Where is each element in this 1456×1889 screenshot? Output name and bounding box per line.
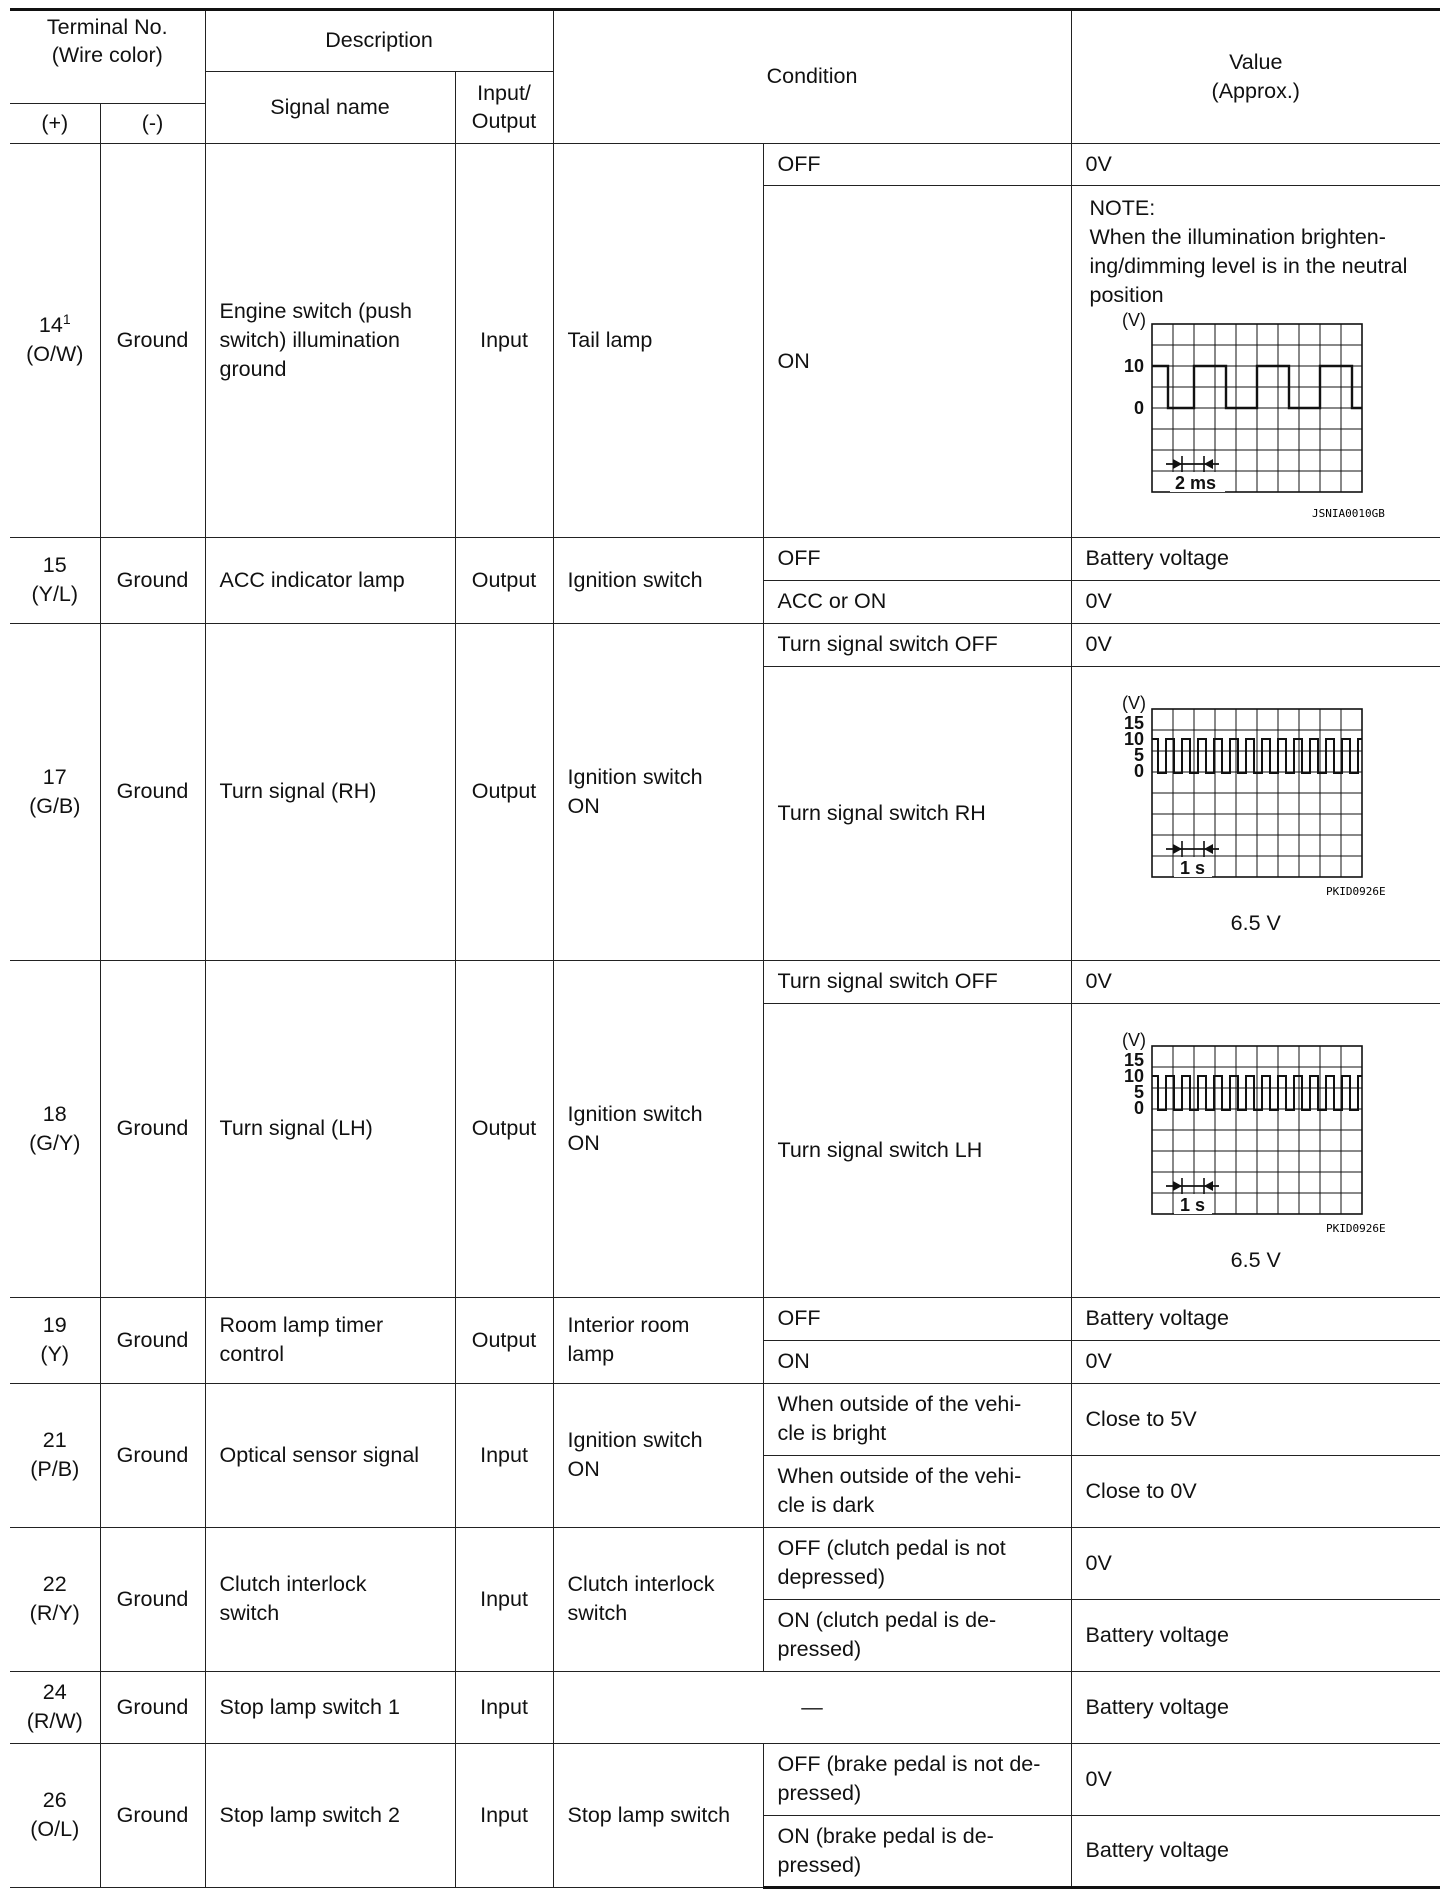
header-io-2: Output xyxy=(471,109,537,133)
terminal-26 xyxy=(10,1743,100,1887)
state: OFF xyxy=(763,143,1071,185)
terminal-14 xyxy=(10,143,100,537)
condition-line: Ignition switch xyxy=(567,764,703,789)
condition: Tail lamp xyxy=(553,143,763,537)
header-terminal-no: Terminal No. xyxy=(46,15,168,39)
y-tick-label: 10 xyxy=(1123,356,1144,376)
terminal-number: 19 xyxy=(42,1313,67,1337)
signal-name: Turn signal (RH) xyxy=(205,623,455,960)
state: ON xyxy=(763,185,1071,537)
io-type: Input xyxy=(455,1743,553,1887)
time-scale-label: 2 ms xyxy=(1174,473,1216,493)
condition xyxy=(553,1527,763,1671)
figure-code: PKID0926E xyxy=(1325,884,1386,898)
state xyxy=(763,1743,1071,1815)
figure-code: PKID0926E xyxy=(1325,1221,1386,1235)
state-line: ON (brake pedal is de- xyxy=(777,1823,994,1848)
minus-terminal: Ground xyxy=(100,537,205,623)
value: 0V xyxy=(1071,1340,1440,1383)
header-plus: (+) xyxy=(10,103,100,143)
terminal-spec-table xyxy=(10,8,1440,1889)
wire-color: (O/W) xyxy=(26,342,84,366)
note-line: ing/dimming level is in the neutral xyxy=(1089,254,1408,278)
waveform-figure xyxy=(1086,1026,1426,1236)
signal-name xyxy=(205,1527,455,1671)
condition xyxy=(553,623,763,960)
state-line: When outside of the vehi- xyxy=(777,1464,1022,1488)
terminal-number: 18 xyxy=(42,1101,67,1126)
state-line: When outside of the vehi- xyxy=(777,1392,1022,1416)
condition-line: switch xyxy=(567,1601,628,1625)
header-signal-name: Signal name xyxy=(205,71,455,143)
note-line: position xyxy=(1089,283,1164,307)
minus-terminal: Ground xyxy=(100,1671,205,1743)
minus-terminal: Ground xyxy=(100,1743,205,1887)
wire-color: (Y) xyxy=(40,1342,70,1366)
value: Battery voltage xyxy=(1071,1671,1440,1743)
state xyxy=(763,1383,1071,1455)
value-note xyxy=(1086,194,1427,310)
condition xyxy=(553,1297,763,1383)
value: Close to 5V xyxy=(1071,1383,1440,1455)
terminal-21 xyxy=(10,1383,100,1527)
state-line: OFF (clutch pedal is not xyxy=(777,1536,1006,1560)
value-waveform-cell xyxy=(1071,185,1440,537)
signal-name: Stop lamp switch 1 xyxy=(205,1671,455,1743)
state: Turn signal switch OFF xyxy=(763,960,1071,1003)
value: 0V xyxy=(1071,623,1440,666)
minus-terminal: Ground xyxy=(100,623,205,960)
note-line: When the illumination brighten- xyxy=(1089,225,1386,249)
value: 0V xyxy=(1071,1743,1440,1815)
y-tick-label: 10 xyxy=(1123,728,1144,749)
condition: Ignition switch xyxy=(553,537,763,623)
terminal-number: 14 xyxy=(38,313,63,337)
value: 6.5 V xyxy=(1230,1247,1281,1272)
state-line: OFF (brake pedal is not de- xyxy=(777,1752,1041,1776)
io-type: Input xyxy=(455,1527,553,1671)
wire-color: (R/W) xyxy=(26,1709,83,1733)
signal-name xyxy=(205,143,455,537)
y-tick-label: 15 xyxy=(1123,1049,1144,1070)
y-tick-label: 15 xyxy=(1123,712,1144,733)
state: Turn signal switch OFF xyxy=(763,623,1071,666)
condition: — xyxy=(553,1671,1071,1743)
io-type: Output xyxy=(455,537,553,623)
signal-line: switch) illumination xyxy=(219,327,400,352)
state: ACC or ON xyxy=(763,580,1071,623)
terminal-19 xyxy=(10,1297,100,1383)
signal-name: Optical sensor signal xyxy=(205,1383,455,1527)
note-line: NOTE: xyxy=(1089,196,1156,220)
y-tick-label: 10 xyxy=(1123,1065,1144,1086)
header-description: Description xyxy=(205,10,553,72)
signal-line: Engine switch (push xyxy=(219,298,412,323)
condition-line: ON xyxy=(567,1130,600,1155)
waveform-unit-label: (V) xyxy=(1121,310,1146,330)
condition-line: Ignition switch xyxy=(567,1428,703,1452)
state: OFF xyxy=(763,537,1071,580)
condition-line: ON xyxy=(567,1457,600,1481)
io-type: Output xyxy=(455,623,553,960)
state-line: pressed) xyxy=(777,1781,862,1805)
minus-terminal: Ground xyxy=(100,1383,205,1527)
state xyxy=(763,1527,1071,1599)
terminal-18 xyxy=(10,960,100,1297)
waveform-grid xyxy=(1152,709,1362,877)
time-scale-label: 1 s xyxy=(1179,857,1205,878)
y-tick-label: 5 xyxy=(1133,1081,1144,1102)
value: Battery voltage xyxy=(1071,1599,1440,1671)
minus-terminal: Ground xyxy=(100,1297,205,1383)
header-terminal xyxy=(10,10,205,72)
minus-terminal: Ground xyxy=(100,1527,205,1671)
terminal-number: 21 xyxy=(42,1428,67,1452)
wire-color: (O/L) xyxy=(30,1817,80,1841)
terminal-number: 24 xyxy=(42,1680,67,1704)
io-type: Input xyxy=(455,143,553,537)
wire-color: (G/Y) xyxy=(29,1130,81,1155)
state-line: pressed) xyxy=(777,1637,862,1661)
value: Battery voltage xyxy=(1071,1297,1440,1340)
signal-line: ground xyxy=(219,356,287,381)
state-line: cle is dark xyxy=(777,1493,875,1517)
condition xyxy=(553,1383,763,1527)
io-type: Output xyxy=(455,1297,553,1383)
state: Turn signal switch RH xyxy=(763,666,1071,960)
header-io-1: Input/ xyxy=(477,81,531,105)
state: Turn signal switch LH xyxy=(763,1003,1071,1297)
value: 6.5 V xyxy=(1230,910,1281,935)
minus-terminal: Ground xyxy=(100,143,205,537)
state-line: depressed) xyxy=(777,1565,886,1589)
terminal-number: 22 xyxy=(42,1572,67,1596)
header-spacer xyxy=(10,71,205,103)
header-io xyxy=(455,71,553,143)
figure-code: JSNIA0010GB xyxy=(1311,507,1385,520)
header-condition: Condition xyxy=(553,10,1071,144)
condition-line: ON xyxy=(567,793,600,818)
waveform-figure xyxy=(1086,310,1426,520)
waveform-grid xyxy=(1152,1046,1362,1214)
value-waveform-cell xyxy=(1071,1003,1440,1297)
signal-line: Clutch interlock xyxy=(219,1572,367,1596)
state-line: cle is bright xyxy=(777,1421,887,1445)
terminal-number: 15 xyxy=(42,553,67,577)
y-tick-label: 0 xyxy=(1133,398,1144,418)
condition-line: Clutch interlock xyxy=(567,1572,715,1596)
signal-line: Room lamp timer xyxy=(219,1313,384,1337)
wire-color: (G/B) xyxy=(29,793,81,818)
header-value-label: Value xyxy=(1229,49,1283,74)
wire-color: (R/Y) xyxy=(29,1601,80,1625)
condition xyxy=(553,960,763,1297)
header-wire-color: (Wire color) xyxy=(51,43,163,67)
signal-name: ACC indicator lamp xyxy=(205,537,455,623)
terminal-15 xyxy=(10,537,100,623)
header-minus: (-) xyxy=(100,103,205,143)
value: Close to 0V xyxy=(1071,1455,1440,1527)
io-type: Input xyxy=(455,1671,553,1743)
condition-line: lamp xyxy=(567,1342,615,1366)
signal-name xyxy=(205,1297,455,1383)
terminal-22 xyxy=(10,1527,100,1671)
value: 0V xyxy=(1071,960,1440,1003)
value: Battery voltage xyxy=(1071,537,1440,580)
footnote-marker: 1 xyxy=(62,311,71,327)
state xyxy=(763,1455,1071,1527)
io-type: Input xyxy=(455,1383,553,1527)
signal-line: switch xyxy=(219,1601,280,1625)
y-tick-label: 0 xyxy=(1133,1097,1144,1118)
header-value-approx: (Approx.) xyxy=(1211,78,1300,103)
waveform-unit-label: (V) xyxy=(1121,1029,1146,1050)
value: Battery voltage xyxy=(1071,1815,1440,1887)
condition-line: Interior room xyxy=(567,1313,690,1337)
condition-line: Ignition switch xyxy=(567,1101,703,1126)
terminal-number: 17 xyxy=(42,764,67,789)
value: 0V xyxy=(1071,1527,1440,1599)
state-line: ON (clutch pedal is de- xyxy=(777,1608,997,1632)
terminal-number: 26 xyxy=(42,1788,67,1812)
value: 0V xyxy=(1071,143,1440,185)
wire-color: (Y/L) xyxy=(31,582,79,606)
state-line: pressed) xyxy=(777,1852,862,1877)
state xyxy=(763,1815,1071,1887)
waveform-unit-label: (V) xyxy=(1121,692,1146,713)
state: OFF xyxy=(763,1297,1071,1340)
wire-color: (P/B) xyxy=(30,1457,80,1481)
signal-line: control xyxy=(219,1342,285,1366)
terminal-17 xyxy=(10,623,100,960)
header-value xyxy=(1071,10,1440,144)
time-scale-label: 1 s xyxy=(1179,1194,1205,1215)
value-waveform-cell xyxy=(1071,666,1440,960)
state xyxy=(763,1599,1071,1671)
condition: Stop lamp switch xyxy=(553,1743,763,1887)
y-tick-label: 5 xyxy=(1133,744,1144,765)
io-type: Output xyxy=(455,960,553,1297)
waveform-figure xyxy=(1086,689,1426,899)
terminal-24 xyxy=(10,1671,100,1743)
state: ON xyxy=(763,1340,1071,1383)
minus-terminal: Ground xyxy=(100,960,205,1297)
signal-name: Turn signal (LH) xyxy=(205,960,455,1297)
signal-name: Stop lamp switch 2 xyxy=(205,1743,455,1887)
y-tick-label: 0 xyxy=(1133,760,1144,781)
value: 0V xyxy=(1071,580,1440,623)
